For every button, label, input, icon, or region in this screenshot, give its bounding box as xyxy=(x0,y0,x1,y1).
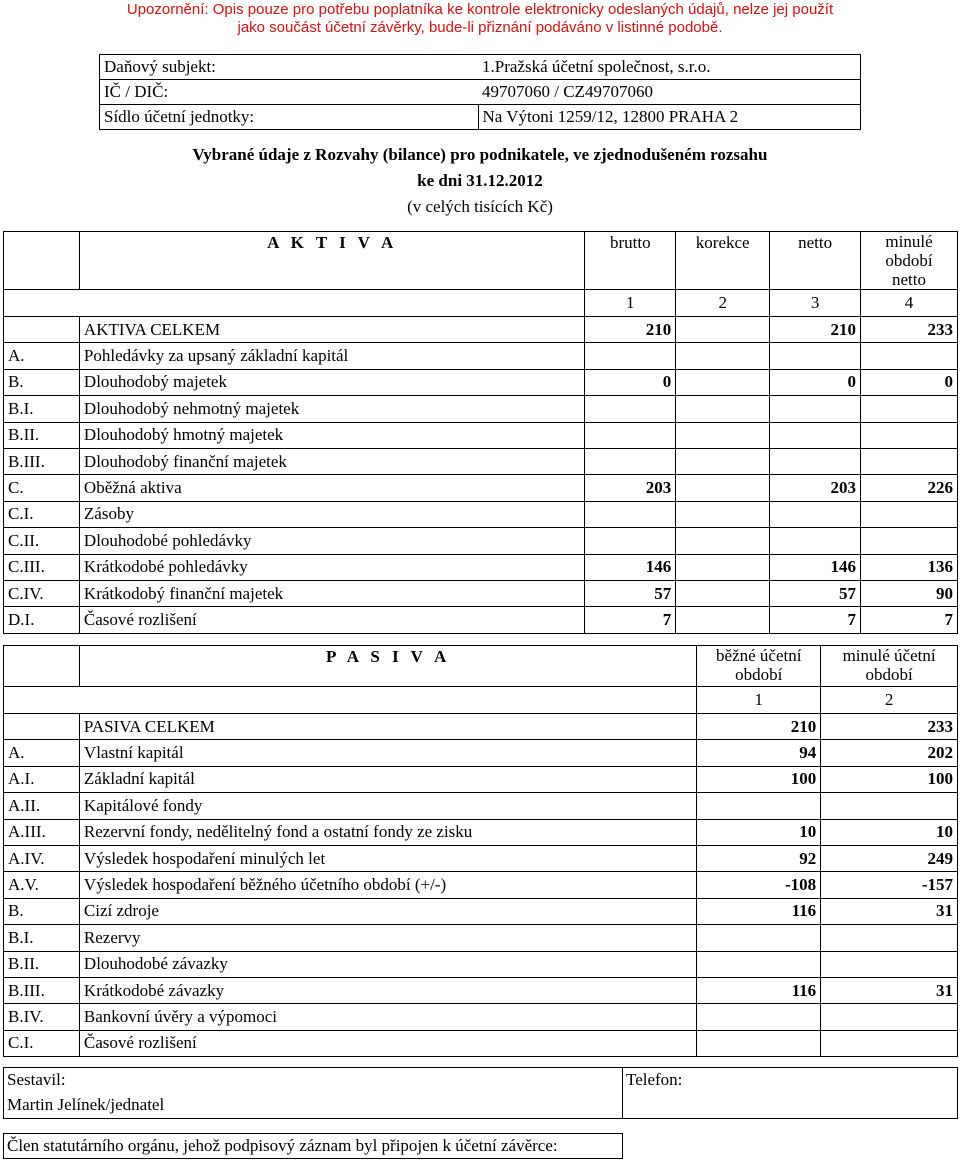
row-code: B.II. xyxy=(4,951,80,977)
row-korekce xyxy=(676,317,770,343)
row-current: 94 xyxy=(697,740,821,766)
row-code: A.II. xyxy=(4,793,80,819)
row-code: B.I. xyxy=(4,396,80,422)
pasiva-num-blank xyxy=(4,687,697,714)
pasiva-num-1: 1 xyxy=(697,687,821,714)
row-korekce xyxy=(676,422,770,448)
row-label: Bankovní úvěry a výpomoci xyxy=(79,1004,696,1030)
row-code: A.V. xyxy=(4,872,80,898)
row-code: C.III. xyxy=(4,554,80,580)
aktiva-row xyxy=(4,317,958,343)
row-code: C. xyxy=(4,475,80,501)
telefon-label: Telefon: xyxy=(626,1070,683,1089)
row-current xyxy=(697,793,821,819)
row-current: 116 xyxy=(697,977,821,1003)
row-prev: 233 xyxy=(821,714,958,740)
aktiva-num-blank xyxy=(4,290,585,317)
row-code: A. xyxy=(4,343,80,369)
aktiva-row xyxy=(4,554,958,580)
row-label: PASIVA CELKEM xyxy=(79,714,696,740)
ic-dic-value: 49707060 / CZ49707060 xyxy=(482,82,653,101)
pasiva-row xyxy=(4,819,958,845)
report-date: ke dni 31.12.2012 xyxy=(417,171,543,190)
row-code: C.II. xyxy=(4,528,80,554)
row-code: A. xyxy=(4,740,80,766)
row-code xyxy=(4,714,80,740)
row-current xyxy=(697,1030,821,1056)
row-prev: 136 xyxy=(861,554,958,580)
row-current xyxy=(697,1004,821,1030)
aktiva-num-4: 4 xyxy=(861,290,958,317)
row-label: Krátkodobé závazky xyxy=(79,977,696,1003)
row-code: B.III. xyxy=(4,448,80,474)
statutar-box xyxy=(3,1133,623,1159)
pasiva-num-2: 2 xyxy=(821,687,958,714)
row-korekce xyxy=(676,554,770,580)
row-brutto xyxy=(585,501,676,527)
row-current xyxy=(697,951,821,977)
row-label: Dlouhodobý nehmotný majetek xyxy=(79,396,584,422)
aktiva-col-netto: netto xyxy=(770,232,861,290)
row-netto: 210 xyxy=(770,317,861,343)
aktiva-col-brutto: brutto xyxy=(585,232,676,290)
row-korekce xyxy=(676,475,770,501)
row-current: -108 xyxy=(697,872,821,898)
row-netto xyxy=(770,422,861,448)
row-brutto xyxy=(585,528,676,554)
aktiva-row xyxy=(4,343,958,369)
aktiva-row xyxy=(4,396,958,422)
row-prev: 226 xyxy=(861,475,958,501)
row-prev: 100 xyxy=(821,766,958,792)
subject-label: Daňový subjekt: xyxy=(100,55,479,80)
row-label: Vlastní kapitál xyxy=(79,740,696,766)
row-label: Základní kapitál xyxy=(79,766,696,792)
row-prev xyxy=(861,396,958,422)
row-code: A.I. xyxy=(4,766,80,792)
statutar-label: Člen statutárního orgánu, jehož podpisový záznam byl připojen k účetní závěrce: xyxy=(7,1136,558,1155)
row-code: C.I. xyxy=(4,1030,80,1056)
row-prev: -157 xyxy=(821,872,958,898)
aktiva-row xyxy=(4,607,958,633)
row-korekce xyxy=(676,369,770,395)
row-netto: 57 xyxy=(770,580,861,606)
row-label: Rezervy xyxy=(79,925,696,951)
row-code: D.I. xyxy=(4,607,80,633)
aktiva-row xyxy=(4,369,958,395)
subject-value: 1.Pražská účetní společnost, s.r.o. xyxy=(478,55,861,80)
row-code: C.I. xyxy=(4,501,80,527)
row-prev xyxy=(861,422,958,448)
seat-label: Sídlo účetní jednotky: xyxy=(104,107,255,126)
warning-line-1: Upozornění: Opis pouze pro potřebu poplatníka ke kontrole elektronicky odeslaných údajů, nelze jej použít xyxy=(126,1,834,18)
row-korekce xyxy=(676,448,770,474)
row-prev: 31 xyxy=(821,977,958,1003)
row-brutto: 57 xyxy=(585,580,676,606)
row-prev: 233 xyxy=(861,317,958,343)
row-code: B.II. xyxy=(4,422,80,448)
row-brutto xyxy=(585,422,676,448)
row-prev xyxy=(861,343,958,369)
sestavil-box xyxy=(3,1067,623,1119)
row-label: Dlouhodobý hmotný majetek xyxy=(79,422,584,448)
row-label: Krátkodobý finanční majetek xyxy=(79,580,584,606)
pasiva-row xyxy=(4,714,958,740)
row-current: 210 xyxy=(697,714,821,740)
sestavil-label: Sestavil: xyxy=(7,1070,66,1089)
row-prev: 10 xyxy=(821,819,958,845)
pasiva-row xyxy=(4,740,958,766)
row-current: 116 xyxy=(697,898,821,924)
row-prev: 7 xyxy=(861,607,958,633)
row-label: Rezervní fondy, nedělitelný fond a ostatní fondy ze zisku xyxy=(79,819,696,845)
row-current: 100 xyxy=(697,766,821,792)
row-prev xyxy=(821,1030,958,1056)
row-code: A.IV. xyxy=(4,845,80,871)
row-korekce xyxy=(676,501,770,527)
row-netto xyxy=(770,343,861,369)
pasiva-col-current: běžné účetní období xyxy=(697,646,821,687)
row-current xyxy=(697,925,821,951)
row-brutto: 146 xyxy=(585,554,676,580)
row-label: Časové rozlišení xyxy=(79,1030,696,1056)
row-prev: 249 xyxy=(821,845,958,871)
row-label: Kapitálové fondy xyxy=(79,793,696,819)
row-netto xyxy=(770,396,861,422)
subject-table xyxy=(99,54,861,130)
aktiva-num-3: 3 xyxy=(770,290,861,317)
aktiva-col-korekce: korekce xyxy=(676,232,770,290)
pasiva-row xyxy=(4,845,958,871)
row-brutto: 210 xyxy=(585,317,676,343)
sestavil-value: Martin Jelínek/jednatel xyxy=(7,1095,165,1114)
row-current: 10 xyxy=(697,819,821,845)
telefon-box xyxy=(622,1067,958,1119)
row-prev: 31 xyxy=(821,898,958,924)
unit-note: (v celých tisících Kč) xyxy=(407,197,553,216)
row-brutto: 0 xyxy=(585,369,676,395)
pasiva-code-header xyxy=(4,646,80,687)
row-brutto xyxy=(585,448,676,474)
pasiva-col-prev: minulé účetní období xyxy=(821,646,958,687)
row-prev: 90 xyxy=(861,580,958,606)
aktiva-num-1: 1 xyxy=(585,290,676,317)
row-label: Dlouhodobý finanční majetek xyxy=(79,448,584,474)
aktiva-table xyxy=(3,231,958,634)
row-code: B. xyxy=(4,898,80,924)
aktiva-row xyxy=(4,448,958,474)
row-netto xyxy=(770,501,861,527)
row-code: B.I. xyxy=(4,925,80,951)
row-prev xyxy=(861,501,958,527)
row-prev xyxy=(821,951,958,977)
row-label: Výsledek hospodaření běžného účetního období (+/-) xyxy=(79,872,696,898)
row-label: Cizí zdroje xyxy=(79,898,696,924)
row-code: C.IV. xyxy=(4,580,80,606)
row-code: A.III. xyxy=(4,819,80,845)
row-brutto xyxy=(585,343,676,369)
pasiva-title: P A S I V A xyxy=(79,646,696,687)
row-label: Časové rozlišení xyxy=(79,607,584,633)
pasiva-row xyxy=(4,951,958,977)
row-netto: 203 xyxy=(770,475,861,501)
row-label: Výsledek hospodaření minulých let xyxy=(79,845,696,871)
aktiva-row xyxy=(4,580,958,606)
row-prev xyxy=(821,793,958,819)
row-brutto: 203 xyxy=(585,475,676,501)
row-label: Pohledávky za upsaný základní kapitál xyxy=(79,343,584,369)
pasiva-row xyxy=(4,898,958,924)
row-korekce xyxy=(676,580,770,606)
row-netto: 146 xyxy=(770,554,861,580)
row-netto xyxy=(770,528,861,554)
row-prev xyxy=(861,448,958,474)
row-prev xyxy=(821,925,958,951)
row-brutto xyxy=(585,396,676,422)
row-prev: 202 xyxy=(821,740,958,766)
pasiva-row xyxy=(4,925,958,951)
pasiva-row xyxy=(4,1030,958,1056)
row-label: Dlouhodobé závazky xyxy=(79,951,696,977)
row-label: Dlouhodobé pohledávky xyxy=(79,528,584,554)
row-label: Dlouhodobý majetek xyxy=(79,369,584,395)
row-prev xyxy=(821,1004,958,1030)
pasiva-row xyxy=(4,766,958,792)
row-code xyxy=(4,317,80,343)
pasiva-table xyxy=(3,645,958,1057)
warning-line-2: jako součást účetní závěrky, bude-li přiznání podáváno v listinné podobě. xyxy=(237,19,723,36)
aktiva-row xyxy=(4,528,958,554)
row-brutto: 7 xyxy=(585,607,676,633)
row-code: B. xyxy=(4,369,80,395)
row-korekce xyxy=(676,528,770,554)
aktiva-title: A K T I V A xyxy=(79,232,584,290)
row-code: B.III. xyxy=(4,977,80,1003)
row-label: AKTIVA CELKEM xyxy=(79,317,584,343)
seat-value: Na Výtoni 1259/12, 12800 PRAHA 2 xyxy=(478,105,861,130)
row-korekce xyxy=(676,607,770,633)
aktiva-num-2: 2 xyxy=(676,290,770,317)
row-netto: 0 xyxy=(770,369,861,395)
row-label: Oběžná aktiva xyxy=(79,475,584,501)
row-prev: 0 xyxy=(861,369,958,395)
row-current: 92 xyxy=(697,845,821,871)
aktiva-row xyxy=(4,501,958,527)
row-label: Krátkodobé pohledávky xyxy=(79,554,584,580)
row-korekce xyxy=(676,396,770,422)
aktiva-row xyxy=(4,422,958,448)
pasiva-row xyxy=(4,872,958,898)
row-label: Zásoby xyxy=(79,501,584,527)
aktiva-col-prev: minulé období netto xyxy=(861,232,958,290)
row-korekce xyxy=(676,343,770,369)
page-title: Vybrané údaje z Rozvahy (bilance) pro podnikatele, ve zjednodušeném rozsahu xyxy=(192,145,768,164)
aktiva-row xyxy=(4,475,958,501)
row-prev xyxy=(861,528,958,554)
pasiva-row xyxy=(4,793,958,819)
row-netto: 7 xyxy=(770,607,861,633)
ic-dic-label: IČ / DIČ: xyxy=(104,82,169,101)
pasiva-row xyxy=(4,1004,958,1030)
pasiva-row xyxy=(4,977,958,1003)
row-code: B.IV. xyxy=(4,1004,80,1030)
row-netto xyxy=(770,448,861,474)
aktiva-code-header xyxy=(4,232,80,290)
